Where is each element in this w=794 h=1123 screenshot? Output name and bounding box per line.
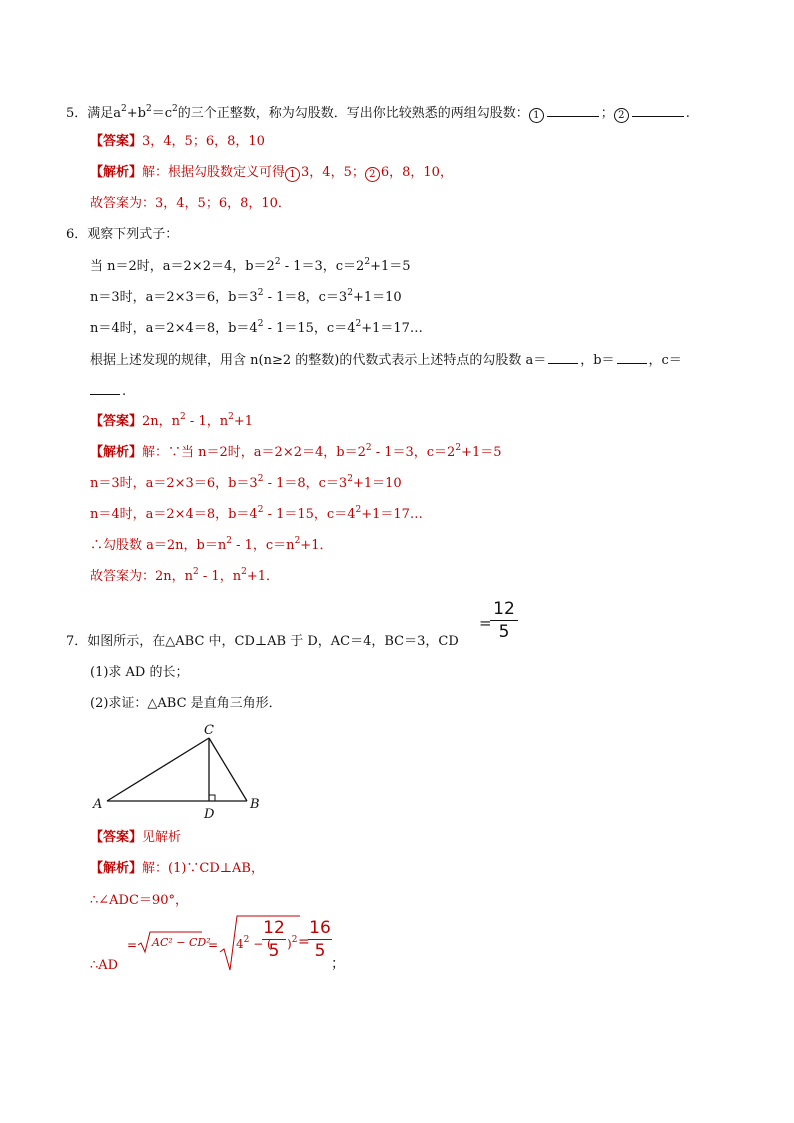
rule-text: ，c＝ [648, 353, 682, 368]
sup: 2 [347, 473, 353, 484]
ad-label: ∴AD [90, 958, 119, 973]
q6-line-1 [90, 258, 411, 276]
q5-stem [66, 104, 690, 123]
formula-text: - 1，n [198, 569, 242, 584]
q6-rule [90, 351, 682, 370]
separator: ； [600, 106, 614, 121]
period: . [685, 106, 690, 121]
q5-analysis [90, 164, 453, 182]
formula-equals-1: = [127, 938, 138, 952]
formula-text: n＝4时，a＝2×4＝8，b＝4 [90, 321, 258, 336]
analysis-text: 6，8，10， [380, 165, 453, 180]
q5-stem-text: ＝c [151, 106, 172, 121]
circled-number: 1 [285, 167, 300, 182]
q7-answer [90, 829, 181, 847]
q6-line-3 [90, 320, 423, 338]
close-paren [287, 935, 297, 953]
sup: 2 [180, 411, 186, 422]
fraction-denominator: 5 [314, 941, 326, 961]
sup: 2 [274, 256, 281, 267]
answer-text: 3，4，5；6，8，10 [142, 134, 265, 149]
sup: 2 [365, 442, 372, 453]
answer-label: 【答案】 [90, 830, 143, 845]
q7-part-1: (1)求 AD 的长； [90, 665, 189, 680]
analysis-text: 解：根据勾股数定义可得 [142, 165, 286, 180]
sup: 2 [121, 103, 127, 114]
sup: 2 [364, 256, 371, 267]
sup: 2 [241, 566, 247, 577]
formula-text: n＝4时，a＝2×4＝8，b＝4 [90, 507, 258, 522]
formula-text: - 1，c＝n [231, 538, 295, 553]
answer-blank[interactable] [90, 382, 120, 395]
period: . [122, 384, 127, 399]
sup: 2 [257, 318, 264, 329]
sqrt-content-1: AC² − CD² [152, 936, 211, 949]
formula-text: +1． [246, 569, 279, 584]
analysis-label: 【解析】 [90, 165, 143, 180]
q6-title: 6．观察下列式子： [66, 227, 179, 242]
fraction-denominator: 5 [268, 941, 280, 961]
sup: 2 [355, 318, 362, 329]
q5-conclusion: 故答案为：3，4，5；6，8，10． [90, 196, 291, 211]
formula-text: - 1＝3，c＝2 [280, 259, 365, 274]
inner-fraction [262, 918, 286, 961]
q7-angle: ∴∠ADC＝90°， [90, 893, 188, 908]
q5-answer [90, 133, 265, 151]
vertex-label-c: C [204, 723, 214, 738]
q6-analysis-2 [90, 475, 402, 493]
formula-text: +1＝5 [461, 445, 502, 460]
sup: 2 [294, 535, 301, 546]
answer-text: - 1，n [185, 414, 229, 429]
answer-text: +1 [233, 414, 253, 429]
answer-blank[interactable] [617, 351, 647, 364]
sup: 2 [243, 935, 250, 945]
q6-analysis-1 [90, 444, 502, 462]
rule-text: ，b＝ [580, 353, 615, 368]
formula-text: − ( [249, 937, 272, 951]
formula-semicolon: ； [331, 956, 345, 972]
sup: 2 [355, 504, 362, 515]
answer-blank[interactable] [632, 104, 684, 117]
formula-text: +1＝10 [352, 476, 402, 491]
result-fraction [308, 918, 332, 961]
q6-analysis-4 [90, 537, 332, 555]
q5-stem-text: 5．满足a [66, 106, 122, 121]
formula-text: - 1＝15，c＝4 [263, 321, 356, 336]
analysis-text: 解：(1)∵CD⊥AB， [142, 861, 264, 876]
analysis-text: 3，4，5； [301, 165, 365, 180]
circled-number: 2 [365, 167, 380, 182]
formula-text: 4 [236, 937, 244, 951]
formula-text: 解：∵当 n＝2时，a＝2×2＝4，b＝2 [142, 445, 366, 460]
sup: 2 [347, 287, 353, 298]
formula-text: +1＝10 [352, 290, 402, 305]
answer-blank[interactable] [547, 104, 599, 117]
fraction-numerator: 16 [309, 918, 331, 938]
vertex-label-b: B [250, 797, 260, 812]
formula-equals-3: = [298, 934, 310, 950]
vertex-label-d: D [204, 807, 215, 822]
formula-text: +1＝5 [370, 259, 411, 274]
analysis-label: 【解析】 [90, 861, 143, 876]
formula-text: - 1＝15，c＝4 [263, 507, 356, 522]
q6-line-2 [90, 289, 402, 307]
q7-analysis [90, 860, 264, 878]
formula-text: - 1＝8，c＝3 [263, 290, 348, 305]
q6-analysis-3 [90, 506, 423, 524]
fraction-bar [262, 939, 286, 940]
sup: 2 [145, 103, 152, 114]
formula-text: - 1＝8，c＝3 [263, 476, 348, 491]
sup: 2 [228, 411, 234, 422]
segment-bc [209, 738, 247, 801]
formula-text: ) [287, 937, 292, 951]
sup: 2 [291, 935, 298, 945]
answer-label: 【答案】 [90, 414, 143, 429]
formula-text: - 1＝3，c＝2 [371, 445, 456, 460]
answer-text: 见解析 [142, 830, 182, 845]
sup: 2 [193, 566, 199, 577]
circled-number: 1 [529, 108, 544, 123]
answer-text: 2n，n [142, 414, 181, 429]
formula-text: n＝3时，a＝2×3＝6，b＝3 [90, 476, 258, 491]
q5-stem-text: 的三个正整数，称为勾股数．写出你比较熟悉的两组勾股数： [177, 106, 529, 121]
analysis-label: 【解析】 [90, 445, 143, 460]
fraction-numerator: 12 [263, 918, 285, 938]
formula-text: 当 n＝2时，a＝2×2＝4，b＝2 [90, 259, 275, 274]
q7-part-2: (2)求证：△ABC 是直角三角形． [90, 696, 282, 711]
fraction-denominator: 5 [498, 622, 510, 642]
formula-text: +1＝17… [361, 507, 423, 522]
sup: 2 [257, 473, 264, 484]
segment-ac [107, 738, 209, 801]
formula-equals-2: = [208, 938, 219, 952]
vertex-label-a: A [93, 797, 103, 812]
sup: 2 [172, 103, 178, 114]
right-angle-mark [209, 795, 215, 801]
fraction-numerator: 12 [493, 599, 515, 619]
q6-answer [90, 413, 253, 431]
formula-text: ∴勾股数 a＝2n，b＝n [90, 538, 227, 553]
triangle-figure [90, 722, 270, 822]
fraction-bar [308, 939, 332, 940]
q5-stem-text: +b [126, 106, 146, 121]
sup: 2 [257, 504, 264, 515]
q6-rule-cont [90, 382, 126, 401]
sup: 2 [226, 535, 232, 546]
formula-text: +1＝17… [361, 321, 423, 336]
q6-analysis-5 [90, 568, 279, 586]
answer-blank[interactable] [548, 351, 578, 364]
answer-label: 【答案】 [90, 134, 143, 149]
q7-stem: 7．如图所示，在△ABC 中，CD⊥AB 于 D，AC＝4，BC＝3，CD [66, 634, 459, 649]
cd-equals: = [479, 614, 492, 632]
rule-text: 根据上述发现的规律，用含 n(n≥2 的整数)的代数式表示上述特点的勾股数 a＝ [90, 353, 547, 368]
formula-text: n＝3时，a＝2×3＝6，b＝3 [90, 290, 258, 305]
formula-text: 故答案为：2n，n [90, 569, 194, 584]
fraction-bar [490, 620, 518, 621]
sup: 2 [257, 287, 264, 298]
sup: 2 [455, 442, 462, 453]
cd-fraction [490, 599, 518, 642]
formula-text: +1． [300, 538, 333, 553]
circled-number: 2 [614, 108, 629, 123]
